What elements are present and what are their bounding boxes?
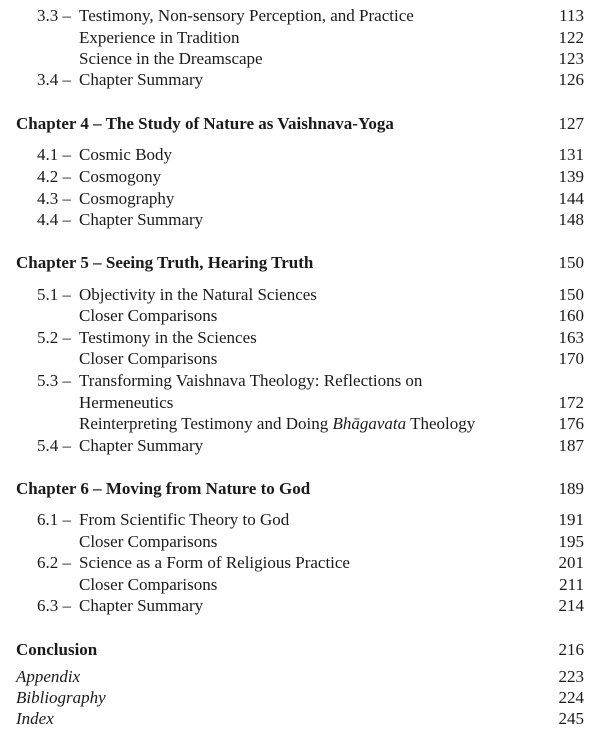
toc-subentry <box>0 574 600 596</box>
toc-subentry <box>0 48 600 70</box>
page-number: 189 <box>558 479 584 498</box>
toc-entry-6-1 <box>0 509 600 531</box>
page-number: 122 <box>558 28 584 47</box>
section-number: 4.1 – <box>37 145 71 164</box>
page-number: 148 <box>558 210 584 229</box>
section-title: Chapter Summary <box>79 596 204 615</box>
section-number: 5.2 – <box>37 328 71 347</box>
section-title: Chapter Summary <box>79 70 204 89</box>
toc-subentry <box>0 348 600 370</box>
page-number: 160 <box>558 306 584 325</box>
subsection-title: Closer Comparisons <box>79 349 218 368</box>
page-number: 176 <box>558 414 584 433</box>
page-number: 123 <box>558 49 584 68</box>
index-title: Index <box>16 709 54 728</box>
subsection-title-em: Bhāgavata <box>332 414 407 433</box>
toc-entry-4-1 <box>0 144 600 166</box>
chapter-title: Chapter 6 – Moving from Nature to God <box>16 479 311 498</box>
page-number: 170 <box>558 349 584 368</box>
page-number: 163 <box>558 328 584 347</box>
appendix-entry <box>0 666 600 688</box>
toc-entry-6-2 <box>0 552 600 574</box>
toc-subentry <box>0 305 600 327</box>
section-number: 6.3 – <box>37 596 71 615</box>
chapter-title: Chapter 4 – The Study of Nature as Vaishnava-Yoga <box>16 114 394 133</box>
page-number: 223 <box>558 667 584 686</box>
toc-entry-4-2 <box>0 166 600 188</box>
toc-entry-3-3 <box>0 5 600 27</box>
subsection-title-pre: Reinterpreting Testimony and Doing <box>79 414 333 433</box>
toc-entry-4-4 <box>0 209 600 231</box>
toc-subentry <box>0 413 600 435</box>
section-number: 4.4 – <box>37 210 71 229</box>
chapter-4-heading <box>0 113 600 135</box>
section-number: 3.3 – <box>37 6 71 25</box>
section-title: Testimony, Non-sensory Perception, and Practice <box>79 6 414 25</box>
section-title: Chapter Summary <box>79 436 204 455</box>
section-number: 5.1 – <box>37 285 71 304</box>
page-number: 191 <box>558 510 584 529</box>
section-title: From Scientific Theory to God <box>79 510 290 529</box>
section-number: 4.2 – <box>37 167 71 186</box>
page-number: 139 <box>558 167 584 186</box>
subsection-title: Closer Comparisons <box>79 532 218 551</box>
page-number: 201 <box>558 553 584 572</box>
toc-entry-3-4 <box>0 69 600 91</box>
section-title: Objectivity in the Natural Sciences <box>79 285 317 304</box>
subsection-title <box>79 413 475 435</box>
page-number: 113 <box>559 6 584 25</box>
subsection-title-post: Theology <box>406 414 476 433</box>
page-number: 150 <box>558 253 584 272</box>
page-number: 195 <box>558 532 584 551</box>
toc-entry-5-2 <box>0 327 600 349</box>
subsection-title: Science in the Dreamscape <box>79 49 263 68</box>
toc-entry-4-3 <box>0 188 600 210</box>
section-title: Chapter Summary <box>79 210 204 229</box>
section-title: Transforming Vaishnava Theology: Reflections on <box>79 371 423 390</box>
conclusion-entry <box>0 639 600 661</box>
page-number: 126 <box>558 70 584 89</box>
page-number: 211 <box>559 575 584 594</box>
section-number: 6.2 – <box>37 553 71 572</box>
page-number: 245 <box>558 709 584 728</box>
toc-subentry <box>0 531 600 553</box>
toc-entry-5-3-cont <box>0 392 600 414</box>
index-entry <box>0 708 600 730</box>
section-number: 3.4 – <box>37 70 71 89</box>
toc-entry-5-3 <box>0 370 600 392</box>
section-title: Cosmography <box>79 189 175 208</box>
subsection-title: Experience in Tradition <box>79 28 240 47</box>
page-number: 216 <box>558 640 584 659</box>
section-number: 5.4 – <box>37 436 71 455</box>
subsection-title: Closer Comparisons <box>79 575 218 594</box>
page-number: 224 <box>558 688 584 707</box>
conclusion-title: Conclusion <box>16 640 98 659</box>
page-number: 127 <box>558 114 584 133</box>
toc-entry-5-4 <box>0 435 600 457</box>
page-number: 131 <box>558 145 584 164</box>
chapter-title: Chapter 5 – Seeing Truth, Hearing Truth <box>16 253 314 272</box>
bibliography-title: Bibliography <box>16 688 106 707</box>
page-number: 214 <box>558 596 584 615</box>
section-number: 5.3 – <box>37 371 71 390</box>
subsection-title: Closer Comparisons <box>79 306 218 325</box>
appendix-title: Appendix <box>16 667 81 686</box>
section-number: 6.1 – <box>37 510 71 529</box>
toc-entry-5-1 <box>0 284 600 306</box>
page-number: 150 <box>558 285 584 304</box>
section-title: Testimony in the Sciences <box>79 328 257 347</box>
section-title: Cosmic Body <box>79 145 173 164</box>
toc-entry-6-3 <box>0 595 600 617</box>
page-number: 172 <box>558 393 584 412</box>
bibliography-entry <box>0 687 600 709</box>
chapter-5-heading <box>0 252 600 274</box>
chapter-6-heading <box>0 478 600 500</box>
section-title: Cosmogony <box>79 167 162 186</box>
section-number: 4.3 – <box>37 189 71 208</box>
section-title: Science as a Form of Religious Practice <box>79 553 350 572</box>
page-number: 144 <box>558 189 584 208</box>
page-number: 187 <box>558 436 584 455</box>
toc-subentry <box>0 27 600 49</box>
section-title-continued: Hermeneutics <box>79 393 174 412</box>
